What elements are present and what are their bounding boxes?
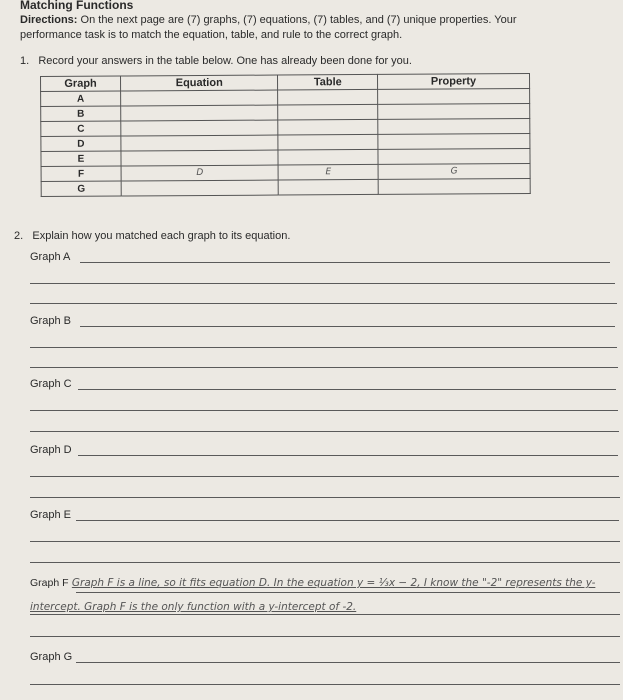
graph-b-label: Graph B: [30, 315, 71, 327]
graph-cell: D: [41, 136, 121, 151]
question-1: [20, 55, 412, 67]
answer-line[interactable]: [76, 592, 620, 593]
graph-a-label: Graph A: [30, 251, 71, 263]
answer-line[interactable]: [76, 520, 619, 521]
table-cell[interactable]: [279, 179, 379, 195]
table-cell[interactable]: [278, 89, 378, 105]
table-row: [41, 179, 530, 197]
answer-line[interactable]: [80, 262, 610, 263]
graph-cell: F: [41, 166, 121, 181]
property-cell[interactable]: [378, 179, 530, 195]
table-cell[interactable]: [278, 119, 378, 135]
graph-f-answer-text-2[interactable]: intercept. Graph F is the only function with a y-intercept of -2.: [30, 601, 357, 613]
answer-line[interactable]: [80, 326, 615, 327]
property-cell[interactable]: [378, 119, 530, 135]
answer-line[interactable]: [30, 367, 618, 368]
graph-c-label: Graph C: [30, 378, 72, 390]
graph-cell: C: [41, 121, 121, 136]
answer-line[interactable]: [30, 347, 617, 348]
equation-cell[interactable]: [121, 120, 279, 136]
answer-line[interactable]: [30, 684, 620, 685]
graph-cell: E: [41, 151, 121, 166]
table-cell[interactable]: E: [279, 164, 379, 180]
answer-line[interactable]: [78, 455, 618, 456]
question-1-number: 1.: [20, 55, 30, 67]
answer-line[interactable]: [30, 431, 619, 432]
property-cell[interactable]: G: [378, 164, 530, 180]
header-graph: Graph: [41, 76, 121, 91]
equation-cell[interactable]: [121, 105, 279, 121]
equation-cell[interactable]: [121, 180, 279, 196]
directions: [20, 13, 540, 43]
answer-line[interactable]: [30, 636, 620, 637]
answer-line[interactable]: [30, 614, 620, 615]
property-cell[interactable]: [378, 89, 530, 105]
equation-cell[interactable]: [121, 150, 279, 166]
answer-line[interactable]: [30, 283, 615, 284]
graph-d-label: Graph D: [30, 444, 72, 456]
graph-f-answer-text-1[interactable]: Graph F is a line, so it fits equation D. In the equation y = ⅓x − 2, I know the "-2" represents the y-: [71, 577, 596, 589]
graph-cell: B: [41, 106, 121, 121]
graph-cell: A: [41, 91, 121, 106]
equation-cell[interactable]: [121, 135, 279, 151]
header-property: Property: [378, 74, 530, 90]
graph-f-answer-line-2: [30, 601, 356, 613]
answer-line[interactable]: [30, 410, 618, 411]
graph-f-answer-line-1: [30, 577, 595, 589]
equation-cell[interactable]: [121, 90, 279, 106]
graph-cell: G: [41, 181, 121, 196]
answer-line[interactable]: [30, 303, 617, 304]
page-title: Matching Functions: [20, 0, 134, 12]
answer-line[interactable]: [78, 389, 616, 390]
answer-line[interactable]: [30, 541, 620, 542]
graph-f-label: Graph F: [30, 577, 69, 589]
question-2: [14, 230, 290, 242]
directions-label: Directions:: [20, 14, 78, 26]
answer-line[interactable]: [30, 562, 620, 563]
property-cell[interactable]: [378, 149, 530, 165]
header-equation: Equation: [121, 75, 279, 91]
answer-line[interactable]: [76, 662, 620, 663]
table-cell[interactable]: [278, 104, 378, 120]
answer-line[interactable]: [30, 497, 620, 498]
equation-cell[interactable]: D: [121, 165, 279, 181]
table-cell[interactable]: [278, 134, 378, 150]
property-cell[interactable]: [378, 134, 530, 150]
answer-table: [40, 73, 531, 197]
directions-text: On the next page are (7) graphs, (7) equations, (7) tables, and (7) unique properties. Your performance task is to match the equation, table, and rule to the correct graph.: [20, 14, 517, 41]
answer-line[interactable]: [30, 476, 619, 477]
graph-g-label: Graph G: [30, 651, 73, 663]
question-2-number: 2.: [14, 230, 24, 242]
question-1-text: Record your answers in the table below. One has already been done for you.: [38, 55, 412, 67]
table-cell[interactable]: [278, 149, 378, 165]
header-table: Table: [278, 74, 378, 90]
graph-e-label: Graph E: [30, 509, 71, 521]
question-2-text: Explain how you matched each graph to its equation.: [32, 230, 291, 242]
property-cell[interactable]: [378, 104, 530, 120]
